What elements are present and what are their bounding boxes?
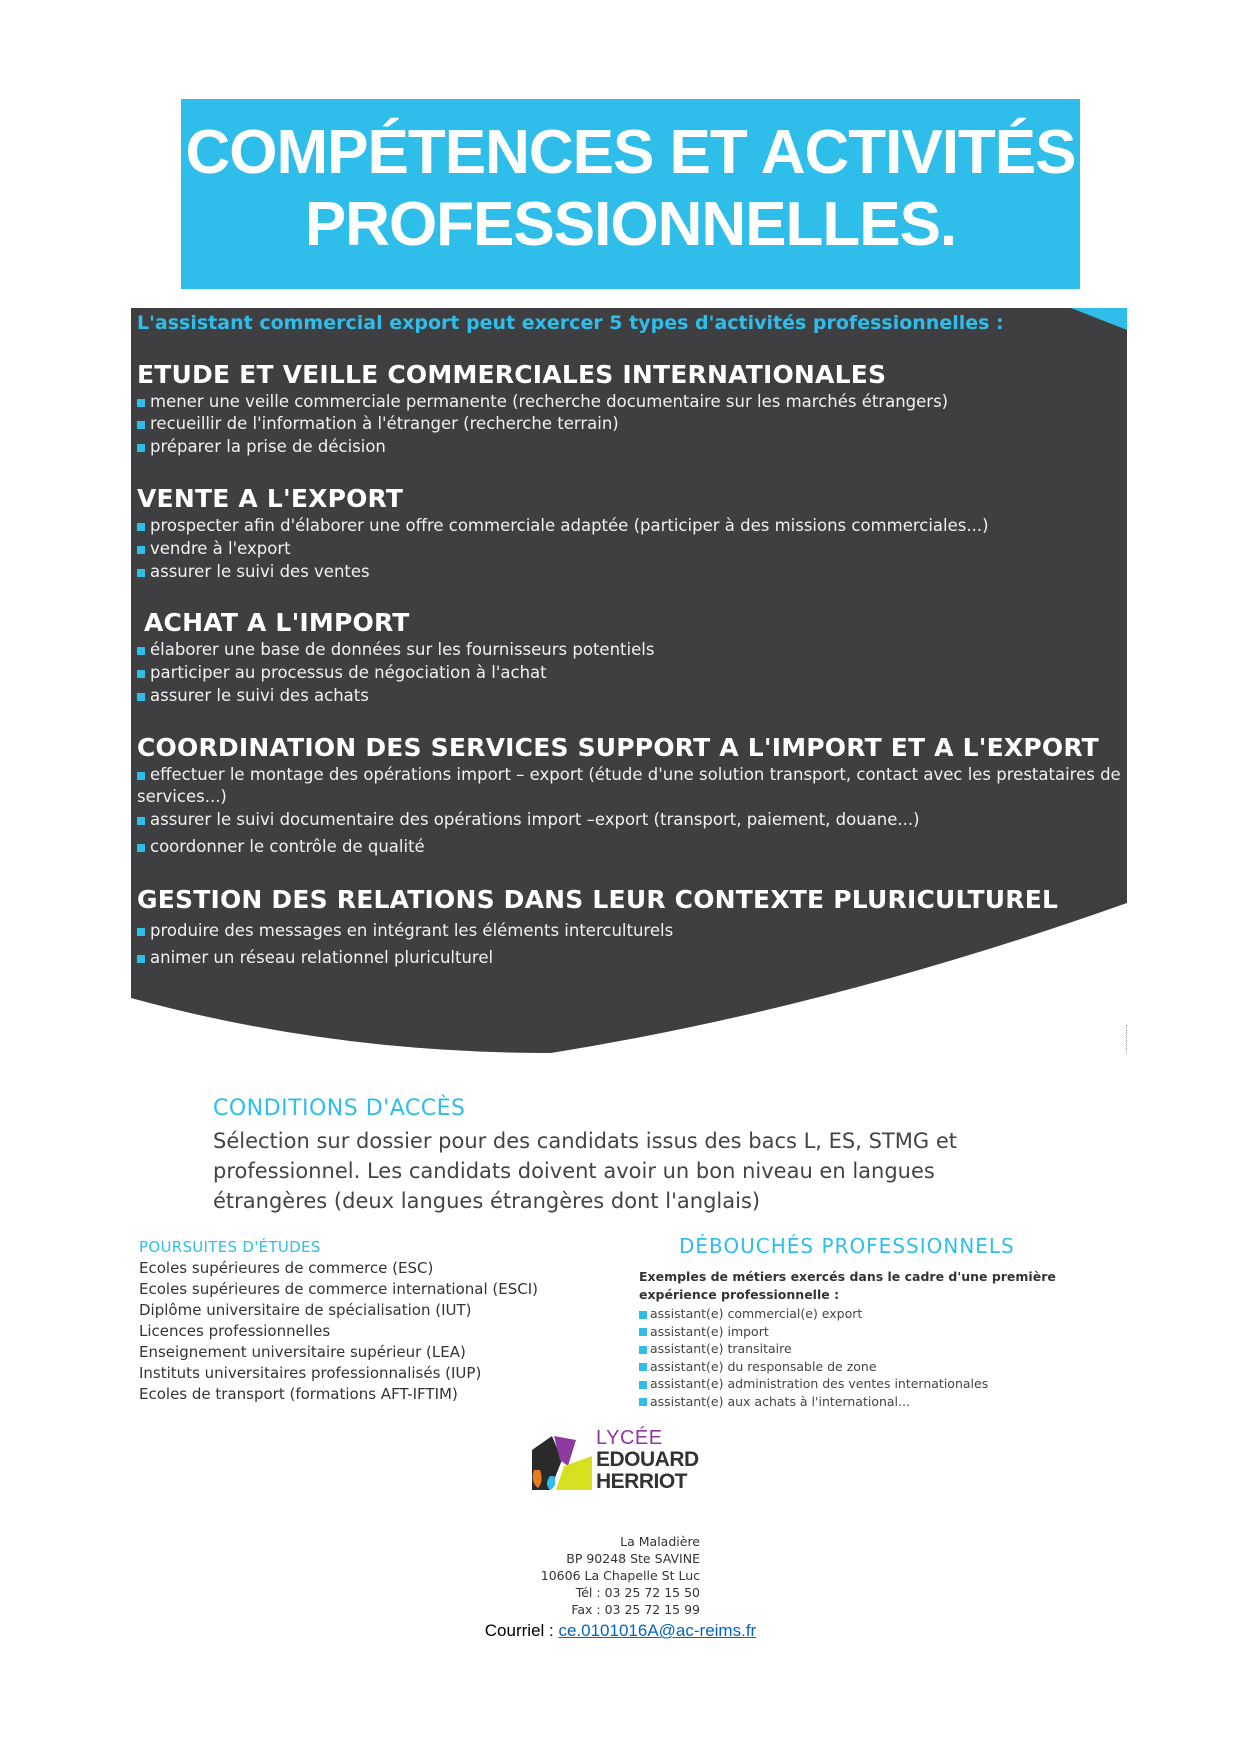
list-item: Ecoles supérieures de commerce (ESC): [139, 1259, 434, 1277]
list-item: Ecoles supérieures de commerce international (ESCI): [139, 1280, 538, 1298]
logo-line-2: EDOUARD: [596, 1448, 699, 1471]
list-item: assistant(e) aux achats à l'international...: [639, 1393, 988, 1411]
list-item: assistant(e) commercial(e) export: [639, 1305, 988, 1323]
bullet-icon: [137, 523, 145, 531]
list-item: recueillir de l'information à l'étranger (recherche terrain): [137, 413, 619, 435]
scan-mark: [1126, 1025, 1129, 1053]
email-link[interactable]: ce.0101016A@ac-reims.fr: [558, 1621, 757, 1640]
list-item: assistant(e) transitaire: [639, 1340, 988, 1358]
conditions-text: Sélection sur dossier pour des candidats issus des bacs L, ES, STMG et professionnel. Les candidats doivent avoir un bon niveau en langues étrangères (deux langues étrangères dont l'anglais): [213, 1129, 957, 1213]
title-line-1: COMPÉTENCES ET ACTIVITÉS: [185, 118, 1076, 187]
bullet-icon: [137, 647, 145, 655]
list-item: préparer la prise de décision: [137, 436, 386, 458]
bullet-icon: [137, 844, 145, 852]
list-item: produire des messages en intégrant les éléments interculturels: [137, 920, 673, 942]
bullet-icon: [137, 546, 145, 554]
list-item: assistant(e) import: [639, 1323, 988, 1341]
title-banner: [181, 99, 1080, 289]
debouches-intro: Exemples de métiers exercés dans le cadre d'une première expérience professionnelle :: [639, 1269, 1056, 1302]
list-item: Instituts universitaires professionnalisés (IUP): [139, 1364, 482, 1382]
list-item: élaborer une base de données sur les fournisseurs potentiels: [137, 639, 654, 661]
bullet-icon: [639, 1363, 647, 1371]
conditions-title: CONDITIONS D'ACCÈS: [213, 1096, 466, 1121]
debouches-title: DÉBOUCHÉS PROFESSIONNELS: [679, 1234, 1015, 1258]
list-item: Ecoles de transport (formations AFT-IFTIM): [139, 1385, 458, 1403]
bullet-icon: [639, 1346, 647, 1354]
list-item: mener une veille commerciale permanente (recherche documentaire sur les marchés étrangers): [137, 391, 948, 413]
bullet-icon: [639, 1328, 647, 1336]
address-line: Fax : 03 25 72 15 99: [571, 1602, 700, 1617]
list-item: animer un réseau relationnel pluriculturel: [137, 947, 493, 969]
email-line: [0, 1621, 1241, 1641]
poursuites-title: POURSUITES D'ÉTUDES: [139, 1238, 321, 1256]
logo-mark-icon: [528, 1430, 598, 1496]
section-title-coordination: COORDINATION DES SERVICES SUPPORT A L'IMPORT ET A L'EXPORT: [137, 733, 1099, 762]
address-block: [541, 1533, 700, 1618]
list-item: prospecter afin d'élaborer une offre commerciale adaptée (participer à des missions commerciales...): [137, 515, 989, 537]
section-title-achat: ACHAT A L'IMPORT: [144, 608, 410, 637]
logo-text: [596, 1427, 699, 1493]
bullet-icon: [137, 399, 145, 407]
bullet-icon: [137, 817, 145, 825]
section-title-vente: VENTE A L'EXPORT: [137, 484, 404, 513]
list-item: participer au processus de négociation à l'achat: [137, 662, 547, 684]
list-item: coordonner le contrôle de qualité: [137, 836, 425, 858]
email-label: Courriel :: [484, 1621, 559, 1640]
bullet-icon: [137, 444, 145, 452]
bullet-icon: [137, 772, 145, 780]
bullet-icon: [137, 928, 145, 936]
bullet-icon: [137, 693, 145, 701]
debouches-list: [639, 1305, 988, 1410]
list-item: assurer le suivi des achats: [137, 685, 369, 707]
address-line: La Maladière: [620, 1534, 700, 1549]
logo-line-1: LYCÉE: [596, 1427, 663, 1449]
activities-intro: L'assistant commercial export peut exercer 5 types d'activités professionnelles :: [137, 312, 1004, 334]
poursuites-list: [139, 1258, 538, 1405]
list-item: assistant(e) administration des ventes internationales: [639, 1375, 988, 1393]
list-item: assurer le suivi des ventes: [137, 561, 370, 583]
bullet-icon: [639, 1398, 647, 1406]
bullet-icon: [137, 569, 145, 577]
address-line: 10606 La Chapelle St Luc: [540, 1568, 700, 1583]
list-item: Enseignement universitaire supérieur (LEA): [139, 1343, 466, 1361]
list-item: Licences professionnelles: [139, 1322, 331, 1340]
bullet-icon: [137, 670, 145, 678]
list-item: effectuer le montage des opérations import – export (étude d'une solution transport, contact avec les prestataires de services...): [137, 765, 1121, 806]
section-title-etude: ETUDE ET VEILLE COMMERCIALES INTERNATIONALES: [137, 360, 887, 389]
bullet-icon: [639, 1381, 647, 1389]
list-item: assurer le suivi documentaire des opérations import –export (transport, paiement, douane...): [137, 809, 920, 831]
logo-line-3: HERRIOT: [596, 1470, 687, 1493]
address-line: BP 90248 Ste SAVINE: [566, 1551, 700, 1566]
bullet-icon: [639, 1311, 647, 1319]
address-line: Tél : 03 25 72 15 50: [575, 1585, 700, 1600]
list-item: assistant(e) du responsable de zone: [639, 1358, 988, 1376]
title-line-2: PROFESSIONNELLES.: [304, 190, 957, 259]
list-item: vendre à l'export: [137, 538, 291, 560]
list-item: Diplôme universitaire de spécialisation (IUT): [139, 1301, 472, 1319]
section-title-gestion: GESTION DES RELATIONS DANS LEUR CONTEXTE PLURICULTUREL: [137, 885, 1059, 914]
bullet-icon: [137, 955, 145, 963]
bullet-icon: [137, 421, 145, 429]
